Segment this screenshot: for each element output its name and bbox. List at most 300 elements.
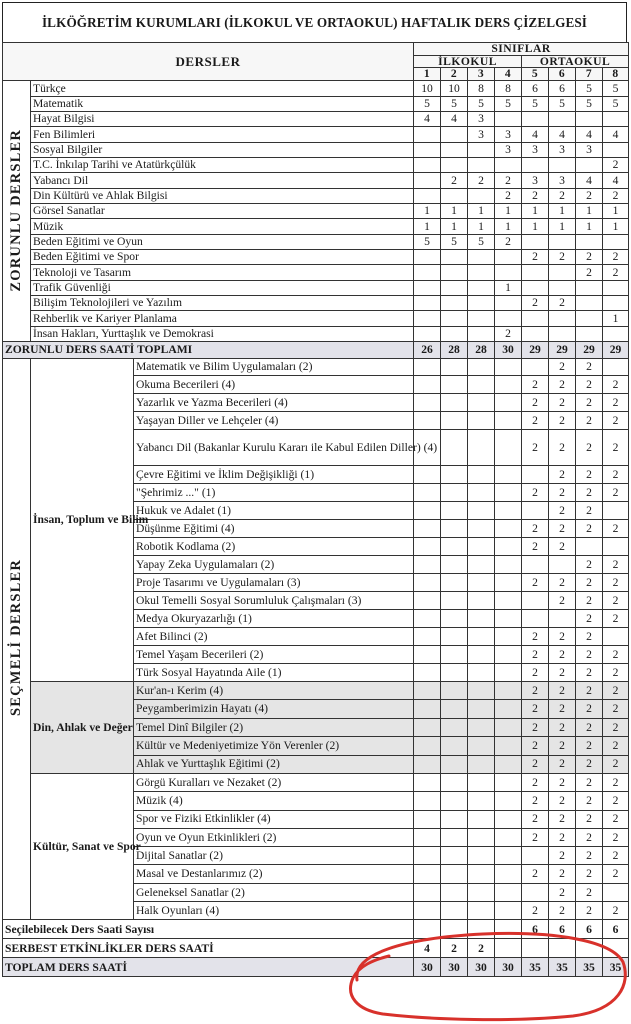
grade-6-hours <box>549 265 576 280</box>
grade-8-hours <box>603 628 629 646</box>
grade-5-hours <box>522 883 549 901</box>
compulsory-row <box>3 311 629 326</box>
elective-course-name: Geleneksel Sanatlar (2) <box>134 883 414 901</box>
grade-5-hours: 3 <box>522 142 549 157</box>
grade-4-hours <box>495 466 522 484</box>
grade-2-hours <box>441 142 468 157</box>
grade-1-hours <box>414 883 441 901</box>
grade-2-hours <box>441 682 468 700</box>
grade-7-hours: 2 <box>576 828 603 846</box>
grade-2-hours <box>441 556 468 574</box>
grade-2-hours <box>441 592 468 610</box>
grade-1-hours: 26 <box>414 342 441 359</box>
elective-course-name: Temel Dinî Bilgiler (2) <box>134 718 414 736</box>
grade-6-hours <box>549 111 576 126</box>
grade-6-hours <box>549 157 576 172</box>
grade-7-hours: 5 <box>576 81 603 96</box>
grade-1-hours: 5 <box>414 234 441 249</box>
course-name: Beden Eğitimi ve Spor <box>31 249 414 264</box>
grade-8-hours: 2 <box>603 810 629 828</box>
grade-2-hours <box>441 646 468 664</box>
grade-5-hours: 6 <box>522 81 549 96</box>
grade-2-hours <box>441 828 468 846</box>
grade-5-hours <box>522 847 549 865</box>
ilkokul-header: İLKOKUL <box>414 55 522 68</box>
grade-4-hours <box>495 376 522 394</box>
grade-2-hours <box>441 574 468 592</box>
grade-8-hours <box>603 502 629 520</box>
grade-3-hours <box>468 810 495 828</box>
grade-1-hours <box>414 847 441 865</box>
grade-3-hours: 3 <box>468 127 495 142</box>
grade-8-hours: 2 <box>603 700 629 718</box>
course-name: Bilişim Teknolojileri ve Yazılım <box>31 296 414 311</box>
grade-5-hours: 1 <box>522 203 549 218</box>
grade-1-hours <box>414 737 441 755</box>
compulsory-row <box>3 173 629 188</box>
elective-course-name: Türk Sosyal Hayatında Aile (1) <box>134 664 414 682</box>
elective-row <box>3 773 629 791</box>
grade-7-hours: 2 <box>576 664 603 682</box>
elective-course-name: Halk Oyunları (4) <box>134 902 414 920</box>
grade-5-hours <box>522 326 549 341</box>
grade-7-hours: 2 <box>576 592 603 610</box>
course-name: Görsel Sanatlar <box>31 203 414 218</box>
grade-3-hours: 5 <box>468 96 495 111</box>
grade-7-hours <box>576 296 603 311</box>
grade-4-hours <box>495 628 522 646</box>
elective-course-name: Okuma Becerileri (4) <box>134 376 414 394</box>
elective-course-name: Medya Okuryazarlığı (1) <box>134 610 414 628</box>
grade-2-hours <box>441 311 468 326</box>
elective-row <box>3 682 629 700</box>
grade-3-hours <box>468 773 495 791</box>
grade-7-hours: 2 <box>576 700 603 718</box>
compulsory-row <box>3 234 629 249</box>
elective-course-name: Görgü Kuralları ve Nezaket (2) <box>134 773 414 791</box>
grade-8-hours: 2 <box>603 792 629 810</box>
grade-5-hours: 2 <box>522 296 549 311</box>
grade-2-hours: 2 <box>441 939 468 958</box>
grade-2-hours <box>441 296 468 311</box>
grade-7-hours <box>576 311 603 326</box>
grade-3-hours: 2 <box>468 939 495 958</box>
grade-4-hours <box>495 865 522 883</box>
grade-4-hours: 1 <box>495 203 522 218</box>
grade-6-hours: 2 <box>549 249 576 264</box>
elective-course-name: Yapay Zeka Uygulamaları (2) <box>134 556 414 574</box>
course-name: Beden Eğitimi ve Oyun <box>31 234 414 249</box>
elective-course-name: Yaşayan Diller ve Lehçeler (4) <box>134 412 414 430</box>
grade-6-hours: 2 <box>549 646 576 664</box>
grade-7-hours: 2 <box>576 902 603 920</box>
grade-8-hours <box>603 111 629 126</box>
grade-1-hours <box>414 249 441 264</box>
grade-4-hours <box>495 755 522 773</box>
grade-2-hours <box>441 610 468 628</box>
ortaokul-header: ORTAOKUL <box>522 55 629 68</box>
grade-4-hours: 30 <box>495 342 522 359</box>
grade-6-hours: 2 <box>549 682 576 700</box>
grade-4-hours <box>495 737 522 755</box>
grade-8-hours: 5 <box>603 81 629 96</box>
weekly-schedule-table <box>2 42 629 977</box>
grade-4-hours <box>495 265 522 280</box>
grade-6-hours <box>549 556 576 574</box>
grade-3-hours <box>468 296 495 311</box>
grade-number: 6 <box>549 68 576 81</box>
grade-4-hours <box>495 430 522 466</box>
grade-3-hours <box>468 682 495 700</box>
grade-3-hours <box>468 376 495 394</box>
compulsory-row <box>3 249 629 264</box>
course-name: Din Kültürü ve Ahlak Bilgisi <box>31 188 414 203</box>
grade-6-hours: 2 <box>549 502 576 520</box>
grade-5-hours <box>522 157 549 172</box>
grade-2-hours <box>441 792 468 810</box>
grade-6-hours: 3 <box>549 173 576 188</box>
grade-2-hours <box>441 157 468 172</box>
grade-7-hours: 2 <box>576 865 603 883</box>
grade-4-hours <box>495 920 522 939</box>
grade-6-hours: 2 <box>549 188 576 203</box>
grade-number: 2 <box>441 68 468 81</box>
grade-1-hours <box>414 466 441 484</box>
compulsory-total-label: ZORUNLU DERS SAATİ TOPLAMI <box>3 342 414 359</box>
grade-2-hours <box>441 737 468 755</box>
grade-7-hours: 5 <box>576 96 603 111</box>
grade-8-hours <box>603 296 629 311</box>
grade-6-hours: 2 <box>549 792 576 810</box>
grade-1-hours: 4 <box>414 939 441 958</box>
grade-5-hours: 2 <box>522 773 549 791</box>
elective-section-text: SEÇMELİ DERSLER <box>8 559 25 717</box>
grade-5-hours: 5 <box>522 96 549 111</box>
grade-3-hours <box>468 484 495 502</box>
grade-7-hours: 2 <box>576 810 603 828</box>
grade-5-hours <box>522 939 549 958</box>
elective-group-label: İnsan, Toplum ve Bilim <box>31 359 134 682</box>
grade-3-hours <box>468 664 495 682</box>
grade-6-hours: 2 <box>549 718 576 736</box>
total-hours-label: TOPLAM DERS SAATİ <box>3 958 414 977</box>
grade-5-hours <box>522 592 549 610</box>
grade-5-hours: 2 <box>522 538 549 556</box>
grade-1-hours <box>414 574 441 592</box>
grade-3-hours <box>468 265 495 280</box>
grade-1-hours <box>414 311 441 326</box>
grade-2-hours <box>441 718 468 736</box>
grade-1-hours <box>414 188 441 203</box>
grade-4-hours <box>495 520 522 538</box>
grade-3-hours <box>468 902 495 920</box>
grade-6-hours: 2 <box>549 628 576 646</box>
course-name: Trafik Güvenliği <box>31 280 414 295</box>
grade-7-hours: 2 <box>576 610 603 628</box>
free-activities-label: SERBEST ETKİNLİKLER DERS SAATİ <box>3 939 414 958</box>
grade-1-hours <box>414 296 441 311</box>
grade-4-hours <box>495 883 522 901</box>
grade-4-hours <box>495 574 522 592</box>
grade-4-hours <box>495 111 522 126</box>
grade-4-hours: 3 <box>495 127 522 142</box>
grade-1-hours <box>414 394 441 412</box>
grade-2-hours: 1 <box>441 203 468 218</box>
grade-4-hours <box>495 792 522 810</box>
grade-3-hours <box>468 755 495 773</box>
grade-7-hours: 2 <box>576 847 603 865</box>
grade-4-hours <box>495 664 522 682</box>
elective-course-name: Peygamberimizin Hayatı (4) <box>134 700 414 718</box>
grade-7-hours: 2 <box>576 249 603 264</box>
grade-3-hours <box>468 430 495 466</box>
grade-2-hours <box>441 376 468 394</box>
grade-4-hours: 30 <box>495 958 522 977</box>
selectable-hours-row <box>3 920 629 939</box>
dersler-header: DERSLER <box>3 43 414 81</box>
grade-7-hours: 2 <box>576 520 603 538</box>
grade-4-hours <box>495 592 522 610</box>
grade-8-hours: 2 <box>603 902 629 920</box>
grade-4-hours: 2 <box>495 326 522 341</box>
grade-8-hours: 2 <box>603 412 629 430</box>
grade-4-hours <box>495 828 522 846</box>
grade-7-hours: 4 <box>576 127 603 142</box>
grade-5-hours: 2 <box>522 646 549 664</box>
grade-7-hours <box>576 280 603 295</box>
grade-8-hours: 2 <box>603 592 629 610</box>
document-title-box <box>2 2 627 42</box>
grade-4-hours <box>495 610 522 628</box>
grade-2-hours <box>441 412 468 430</box>
grade-3-hours <box>468 610 495 628</box>
document-title: İLKÖĞRETİM KURUMLARI (İLKOKUL VE ORTAOKUL) HAFTALIK DERS ÇİZELGESİ <box>41 14 588 30</box>
grade-6-hours: 2 <box>549 538 576 556</box>
grade-5-hours: 6 <box>522 920 549 939</box>
compulsory-row <box>3 326 629 341</box>
grade-6-hours: 3 <box>549 142 576 157</box>
grade-8-hours: 2 <box>603 755 629 773</box>
grade-1-hours <box>414 592 441 610</box>
grade-2-hours <box>441 810 468 828</box>
grade-3-hours: 30 <box>468 958 495 977</box>
grade-1-hours <box>414 326 441 341</box>
grade-7-hours <box>576 157 603 172</box>
grade-3-hours <box>468 326 495 341</box>
elective-course-name: Çevre Eğitimi ve İklim Değişikliği (1) <box>134 466 414 484</box>
grade-8-hours: 2 <box>603 430 629 466</box>
compulsory-row <box>3 296 629 311</box>
grade-2-hours <box>441 883 468 901</box>
grade-1-hours <box>414 628 441 646</box>
grade-3-hours <box>468 883 495 901</box>
grade-5-hours: 2 <box>522 810 549 828</box>
grade-6-hours: 2 <box>549 883 576 901</box>
grade-6-hours: 2 <box>549 828 576 846</box>
grade-5-hours <box>522 359 549 376</box>
grade-2-hours <box>441 773 468 791</box>
grade-1-hours: 1 <box>414 219 441 234</box>
grade-5-hours: 2 <box>522 394 549 412</box>
grade-4-hours <box>495 296 522 311</box>
grade-2-hours <box>441 265 468 280</box>
elective-course-name: Yazarlık ve Yazma Becerileri (4) <box>134 394 414 412</box>
grade-2-hours: 5 <box>441 96 468 111</box>
grade-8-hours: 2 <box>603 188 629 203</box>
grade-1-hours: 1 <box>414 203 441 218</box>
grade-5-hours: 35 <box>522 958 549 977</box>
grade-3-hours <box>468 737 495 755</box>
grade-3-hours <box>468 847 495 865</box>
grade-3-hours <box>468 556 495 574</box>
grade-7-hours: 4 <box>576 173 603 188</box>
grade-5-hours: 2 <box>522 628 549 646</box>
elective-course-name: Dijital Sanatlar (2) <box>134 847 414 865</box>
siniflar-header: SINIFLAR <box>414 43 629 56</box>
grade-1-hours: 10 <box>414 81 441 96</box>
grade-2-hours: 28 <box>441 342 468 359</box>
grade-8-hours: 2 <box>603 610 629 628</box>
grade-8-hours: 2 <box>603 664 629 682</box>
elective-course-name: Müzik (4) <box>134 792 414 810</box>
elective-course-name: "Şehrimiz ..." (1) <box>134 484 414 502</box>
grade-4-hours: 3 <box>495 142 522 157</box>
grade-8-hours: 2 <box>603 718 629 736</box>
grade-5-hours: 2 <box>522 682 549 700</box>
grade-6-hours: 6 <box>549 81 576 96</box>
compulsory-row <box>3 81 629 96</box>
grade-8-hours: 6 <box>603 920 629 939</box>
grade-5-hours: 2 <box>522 828 549 846</box>
grade-5-hours: 2 <box>522 755 549 773</box>
grade-1-hours <box>414 412 441 430</box>
grade-6-hours <box>549 234 576 249</box>
grade-6-hours: 2 <box>549 902 576 920</box>
grade-7-hours: 2 <box>576 773 603 791</box>
grade-2-hours <box>441 466 468 484</box>
elective-row <box>3 359 629 376</box>
grade-2-hours <box>441 280 468 295</box>
grade-6-hours <box>549 326 576 341</box>
grade-5-hours: 2 <box>522 574 549 592</box>
grade-4-hours <box>495 157 522 172</box>
grade-8-hours: 2 <box>603 847 629 865</box>
grade-5-hours <box>522 610 549 628</box>
grade-6-hours: 2 <box>549 394 576 412</box>
grade-2-hours <box>441 755 468 773</box>
grade-3-hours: 2 <box>468 173 495 188</box>
grade-3-hours <box>468 628 495 646</box>
grade-number: 8 <box>603 68 629 81</box>
grade-4-hours: 5 <box>495 96 522 111</box>
grade-3-hours <box>468 311 495 326</box>
grade-1-hours <box>414 610 441 628</box>
grade-2-hours <box>441 326 468 341</box>
grade-2-hours <box>441 249 468 264</box>
grade-3-hours <box>468 359 495 376</box>
grade-3-hours: 1 <box>468 203 495 218</box>
grade-5-hours: 2 <box>522 249 549 264</box>
grade-1-hours <box>414 792 441 810</box>
elective-group-label: Din, Ahlak ve Değer <box>31 682 134 774</box>
grade-6-hours: 2 <box>549 430 576 466</box>
grade-3-hours <box>468 592 495 610</box>
grade-4-hours: 2 <box>495 188 522 203</box>
grade-1-hours <box>414 359 441 376</box>
grade-7-hours: 2 <box>576 466 603 484</box>
grade-2-hours: 1 <box>441 219 468 234</box>
grade-3-hours <box>468 646 495 664</box>
grade-1-hours: 4 <box>414 111 441 126</box>
grade-number: 5 <box>522 68 549 81</box>
grade-5-hours: 2 <box>522 737 549 755</box>
course-name: Teknoloji ve Tasarım <box>31 265 414 280</box>
grade-6-hours: 2 <box>549 296 576 311</box>
grade-3-hours <box>468 520 495 538</box>
grade-4-hours <box>495 646 522 664</box>
course-name: Hayat Bilgisi <box>31 111 414 126</box>
grade-6-hours: 4 <box>549 127 576 142</box>
grade-7-hours: 2 <box>576 359 603 376</box>
grade-6-hours: 5 <box>549 96 576 111</box>
grade-2-hours <box>441 865 468 883</box>
course-name: Matematik <box>31 96 414 111</box>
grade-5-hours <box>522 466 549 484</box>
grade-8-hours: 2 <box>603 646 629 664</box>
grade-5-hours: 2 <box>522 520 549 538</box>
grade-3-hours: 1 <box>468 219 495 234</box>
elective-course-name: Okul Temelli Sosyal Sorumluluk Çalışmaları (3) <box>134 592 414 610</box>
grade-1-hours <box>414 157 441 172</box>
course-name: Türkçe <box>31 81 414 96</box>
grade-7-hours: 1 <box>576 219 603 234</box>
grade-7-hours: 2 <box>576 718 603 736</box>
free-activities-row <box>3 939 629 958</box>
grade-4-hours <box>495 682 522 700</box>
grade-4-hours <box>495 556 522 574</box>
grade-6-hours: 1 <box>549 219 576 234</box>
grade-6-hours: 2 <box>549 865 576 883</box>
elective-course-name: Ahlak ve Yurttaşlık Eğitimi (2) <box>134 755 414 773</box>
grade-3-hours <box>468 574 495 592</box>
grade-3-hours <box>468 157 495 172</box>
elective-course-name: Düşünme Eğitimi (4) <box>134 520 414 538</box>
compulsory-row <box>3 111 629 126</box>
grade-4-hours <box>495 502 522 520</box>
grade-2-hours <box>441 430 468 466</box>
grade-5-hours <box>522 556 549 574</box>
grade-6-hours: 2 <box>549 592 576 610</box>
grade-5-hours: 2 <box>522 412 549 430</box>
grade-2-hours: 2 <box>441 173 468 188</box>
grade-1-hours <box>414 920 441 939</box>
grade-1-hours <box>414 173 441 188</box>
grade-5-hours: 2 <box>522 792 549 810</box>
grade-6-hours: 35 <box>549 958 576 977</box>
grade-4-hours <box>495 311 522 326</box>
grade-1-hours: 5 <box>414 96 441 111</box>
grade-2-hours: 10 <box>441 81 468 96</box>
grade-2-hours <box>441 394 468 412</box>
grade-3-hours <box>468 280 495 295</box>
grade-8-hours: 4 <box>603 173 629 188</box>
grade-4-hours <box>495 939 522 958</box>
grade-6-hours: 2 <box>549 484 576 502</box>
grade-2-hours <box>441 188 468 203</box>
grade-7-hours: 2 <box>576 430 603 466</box>
grade-1-hours: 30 <box>414 958 441 977</box>
elective-course-name: Hukuk ve Adalet (1) <box>134 502 414 520</box>
